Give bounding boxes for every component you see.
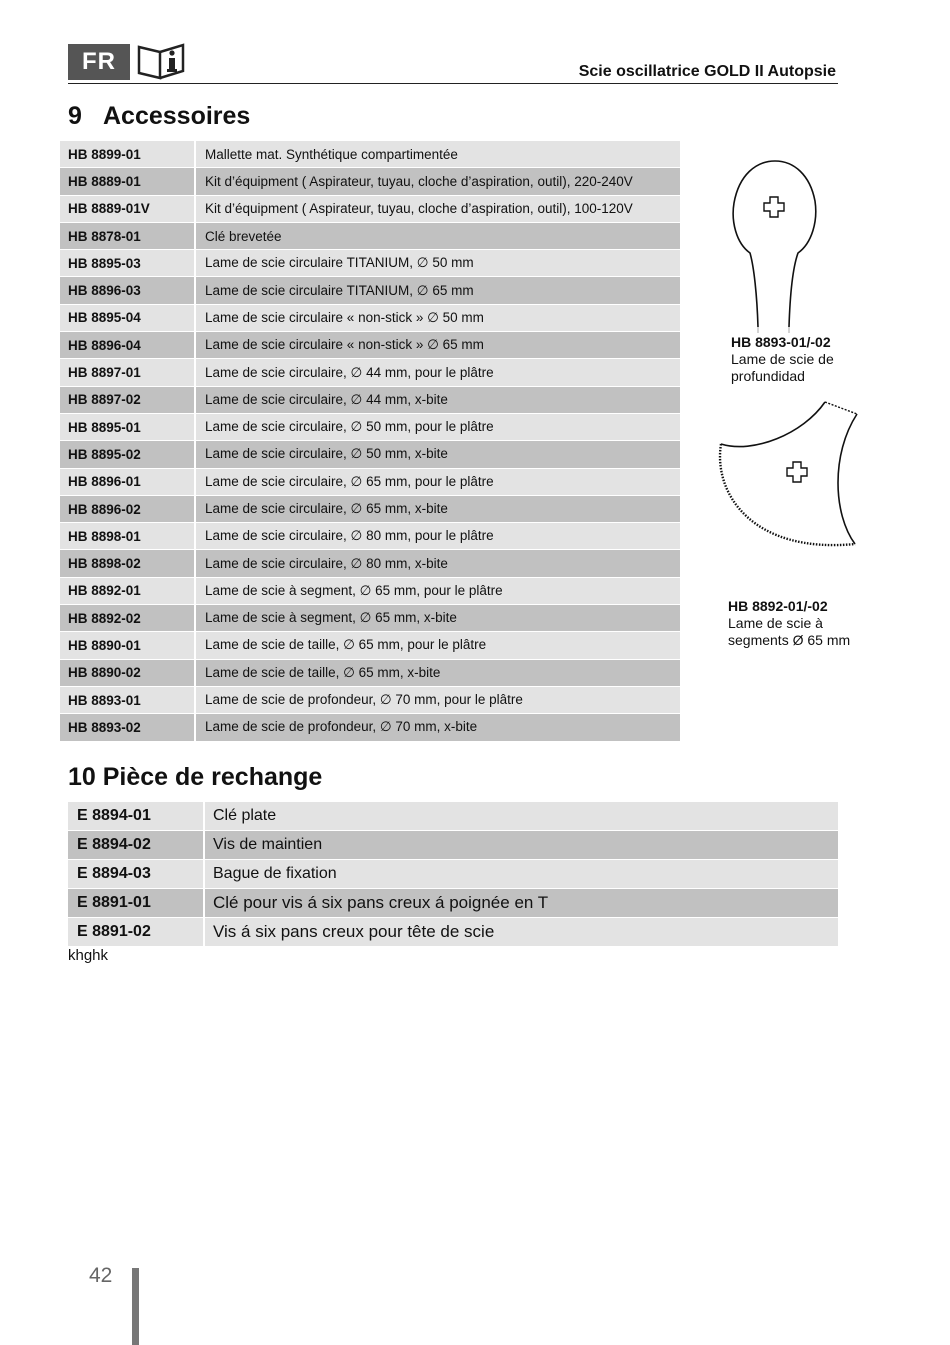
- part-code: E 8894-01: [68, 802, 204, 831]
- section-title-text: Accessoires: [103, 102, 251, 130]
- part-description: Lame de scie circulaire TITANIUM, ∅ 50 mm: [195, 250, 680, 277]
- table-row: [60, 605, 680, 632]
- table-row: [60, 686, 680, 713]
- part-code: HB 8897-02: [60, 386, 195, 413]
- part-description: Mallette mat. Synthétique compartimentée: [195, 141, 680, 168]
- part-code: HB 8892-02: [60, 605, 195, 632]
- part-code: HB 8896-02: [60, 495, 195, 522]
- table-row: [60, 168, 680, 195]
- part-description: Lame de scie de profondeur, ∅ 70 mm, pour le plâtre: [195, 686, 680, 713]
- part-description: Vis de maintien: [204, 831, 838, 860]
- part-description: Kit d’équipment ( Aspirateur, tuyau, cloche d’aspiration, outil), 100-120V: [195, 195, 680, 222]
- part-description: Lame de scie à segment, ∅ 65 mm, x-bite: [195, 605, 680, 632]
- part-code: HB 8895-03: [60, 250, 195, 277]
- part-description: Lame de scie circulaire, ∅ 65 mm, pour le plâtre: [195, 468, 680, 495]
- table-row: [68, 860, 838, 889]
- table-row: [60, 386, 680, 413]
- part-description: Lame de scie circulaire, ∅ 50 mm, pour le plâtre: [195, 413, 680, 440]
- accessories-table: [60, 141, 680, 742]
- part-code: HB 8896-03: [60, 277, 195, 304]
- page-number: 42: [89, 1264, 113, 1287]
- table-row: [60, 277, 680, 304]
- table-row: [60, 222, 680, 249]
- part-code: E 8894-02: [68, 831, 204, 860]
- part-code: HB 8889-01: [60, 168, 195, 195]
- part-description: Lame de scie de profondeur, ∅ 70 mm, x-bite: [195, 714, 680, 741]
- figure-caption-segment-blade: [728, 598, 850, 649]
- part-code: E 8891-01: [68, 889, 204, 918]
- book-info-icon: [136, 42, 186, 80]
- part-code: HB 8896-04: [60, 332, 195, 359]
- table-row: [60, 304, 680, 331]
- table-row: [68, 802, 838, 831]
- spare-parts-table: [68, 802, 838, 947]
- part-description: Lame de scie circulaire TITANIUM, ∅ 65 mm: [195, 277, 680, 304]
- page-marker-bar: [132, 1268, 139, 1345]
- caption-line: Lame de scie de: [731, 351, 834, 367]
- part-code: HB 8893-01: [60, 686, 195, 713]
- part-description: Lame de scie de taille, ∅ 65 mm, x-bite: [195, 659, 680, 686]
- caption-code: HB 8893-01/-02: [731, 334, 831, 350]
- table-row: [60, 141, 680, 168]
- header-divider: [68, 83, 838, 84]
- caption-line: Lame de scie à: [728, 615, 823, 631]
- part-description: Lame de scie circulaire, ∅ 50 mm, x-bite: [195, 441, 680, 468]
- table-row: [68, 889, 838, 918]
- table-row: [68, 831, 838, 860]
- document-title: Scie oscillatrice GOLD II Autopsie: [578, 63, 836, 80]
- table-row: [60, 714, 680, 741]
- table-row: [60, 413, 680, 440]
- depth-saw-blade-figure: [728, 155, 820, 333]
- caption-code: HB 8892-01/-02: [728, 598, 828, 614]
- part-code: HB 8898-02: [60, 550, 195, 577]
- section-number: 9: [68, 102, 82, 130]
- table-row: [60, 332, 680, 359]
- part-description: Lame de scie circulaire, ∅ 44 mm, pour le plâtre: [195, 359, 680, 386]
- table-row: [68, 918, 838, 947]
- caption-line: profundidad: [731, 368, 805, 384]
- table-row: [60, 577, 680, 604]
- table-row: [60, 195, 680, 222]
- part-code: HB 8878-01: [60, 222, 195, 249]
- part-code: HB 8897-01: [60, 359, 195, 386]
- part-code: HB 8890-01: [60, 632, 195, 659]
- part-code: HB 8896-01: [60, 468, 195, 495]
- part-description: Lame de scie circulaire, ∅ 80 mm, x-bite: [195, 550, 680, 577]
- part-code: HB 8895-04: [60, 304, 195, 331]
- part-code: HB 8893-02: [60, 714, 195, 741]
- section-accessories-title: [68, 102, 250, 131]
- part-description: Lame de scie circulaire, ∅ 80 mm, pour le plâtre: [195, 523, 680, 550]
- table-row: [60, 250, 680, 277]
- part-code: E 8894-03: [68, 860, 204, 889]
- part-description: Lame de scie circulaire « non-stick » ∅ 65 mm: [195, 332, 680, 359]
- part-code: HB 8890-02: [60, 659, 195, 686]
- language-badge: FR: [68, 44, 130, 80]
- part-description: Vis á six pans creux pour tête de scie: [204, 918, 838, 947]
- caption-line: segments Ø 65 mm: [728, 632, 851, 648]
- part-code: E 8891-02: [68, 918, 204, 947]
- part-description: Clé plate: [204, 802, 838, 831]
- part-description: Lame de scie à segment, ∅ 65 mm, pour le plâtre: [195, 577, 680, 604]
- part-description: Lame de scie circulaire, ∅ 44 mm, x-bite: [195, 386, 680, 413]
- part-description: Clé brevetée: [195, 222, 680, 249]
- part-description: Clé pour vis á six pans creux á poignée en T: [204, 889, 838, 918]
- part-code: HB 8898-01: [60, 523, 195, 550]
- table-row: [60, 523, 680, 550]
- table-row: [60, 468, 680, 495]
- part-code: HB 8895-02: [60, 441, 195, 468]
- segment-saw-blade-figure: [713, 394, 861, 564]
- table-row: [60, 659, 680, 686]
- part-description: Lame de scie circulaire, ∅ 65 mm, x-bite: [195, 495, 680, 522]
- part-code: HB 8895-01: [60, 413, 195, 440]
- table-row: [60, 550, 680, 577]
- part-description: Kit d’équipment ( Aspirateur, tuyau, cloche d’aspiration, outil), 220-240V: [195, 168, 680, 195]
- section-spare-parts-title: 10 Pièce de rechange: [68, 763, 323, 791]
- table-row: [60, 495, 680, 522]
- table-row: [60, 359, 680, 386]
- part-code: HB 8899-01: [60, 141, 195, 168]
- part-description: Lame de scie de taille, ∅ 65 mm, pour le plâtre: [195, 632, 680, 659]
- part-description: Bague de fixation: [204, 860, 838, 889]
- part-description: Lame de scie circulaire « non-stick » ∅ 50 mm: [195, 304, 680, 331]
- part-code: HB 8892-01: [60, 577, 195, 604]
- footnote-text: khghk: [68, 947, 109, 964]
- table-row: [60, 441, 680, 468]
- table-row: [60, 632, 680, 659]
- figure-caption-depth-blade: [731, 334, 834, 385]
- part-code: HB 8889-01V: [60, 195, 195, 222]
